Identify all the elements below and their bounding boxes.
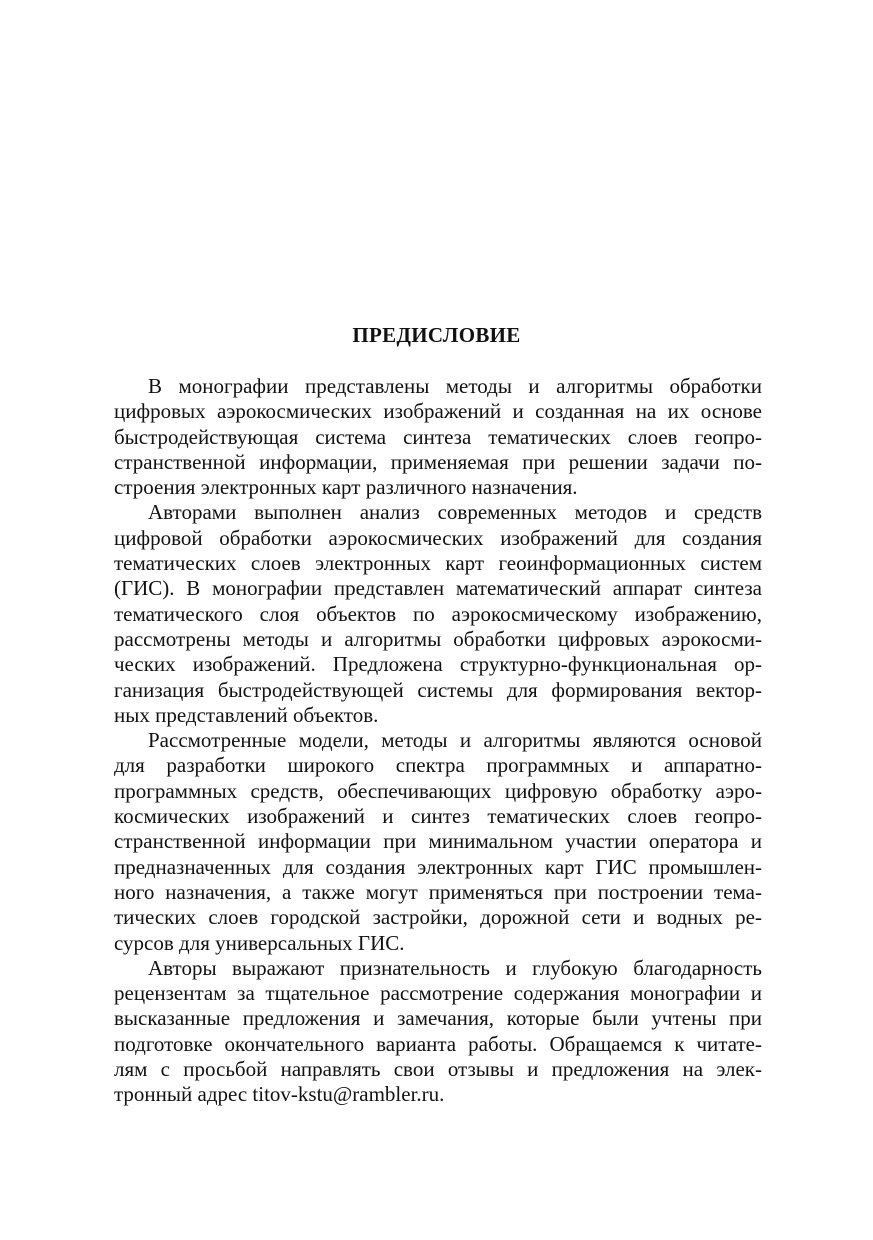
paragraph-1 xyxy=(114,374,762,500)
text-line: Авторами выполнен анализ современных методов и средств xyxy=(148,500,762,525)
text-line: Рассмотренные модели, методы и алгоритмы являются основой xyxy=(148,728,762,753)
text-line: ганизация быстродействующей системы для формирования вектор- xyxy=(114,677,762,702)
text-line: странственной информации при минимальном участии оператора и xyxy=(114,829,762,854)
text-line: тронный адрес titov-kstu@rambler.ru. xyxy=(114,1082,445,1107)
paragraph-4 xyxy=(114,956,762,1108)
text-line: высказанные предложения и замечания, которые были учтены при xyxy=(114,1006,762,1031)
paragraph-2 xyxy=(114,500,762,728)
preface-body xyxy=(114,374,762,1108)
text-line: строения электронных карт различного назначения. xyxy=(114,475,578,500)
text-line: тических слоев городской застройки, дорожной сети и водных ре- xyxy=(114,905,762,930)
paragraph-3 xyxy=(114,728,762,956)
text-line: цифровой обработки аэрокосмических изображений для создания xyxy=(114,525,762,550)
text-line: сурсов для универсальных ГИС. xyxy=(114,930,405,955)
text-line: цифровых аэрокосмических изображений и созданная на их основе xyxy=(114,399,762,424)
text-line: ных представлений объектов. xyxy=(114,702,379,727)
text-line: лям с просьбой направлять свои отзывы и предложения на элек- xyxy=(114,1057,762,1082)
text-line: тематических слоев электронных карт геоинформационных систем xyxy=(114,551,762,576)
text-line: быстродействующая система синтеза тематических слоев геопро- xyxy=(114,424,762,449)
text-line: для разработки широкого спектра программных и аппаратно- xyxy=(114,753,762,778)
text-line: ческих изображений. Предложена структурно-функциональная ор- xyxy=(114,652,762,677)
text-line: космических изображений и синтез тематических слоев геопро- xyxy=(114,804,762,829)
text-line: рассмотрены методы и алгоритмы обработки цифровых аэрокосми- xyxy=(114,626,762,651)
text-line: странственной информации, применяемая при решении задачи по- xyxy=(114,449,762,474)
text-line: (ГИС). В монографии представлен математический аппарат синтеза xyxy=(114,576,762,601)
text-line: ного назначения, а также могут применяться при построении тема- xyxy=(114,879,762,904)
text-line: Авторы выражают признательность и глубокую благодарность xyxy=(148,955,762,980)
page-title: ПРЕДИСЛОВИЕ xyxy=(352,323,521,347)
text-line: подготовке окончательного варианта работы. Обращаемся к читате- xyxy=(114,1031,762,1056)
text-line: тематического слоя объектов по аэрокосмическому изображению, xyxy=(114,601,762,626)
text-line: программных средств, обеспечивающих цифровую обработку аэро- xyxy=(114,778,762,803)
text-line: рецензентам за тщательное рассмотрение содержания монографии и xyxy=(114,981,762,1006)
text-line: В монографии представлены методы и алгоритмы обработки xyxy=(148,374,762,398)
text-line: предназначенных для создания электронных карт ГИС промышлен- xyxy=(114,854,762,879)
